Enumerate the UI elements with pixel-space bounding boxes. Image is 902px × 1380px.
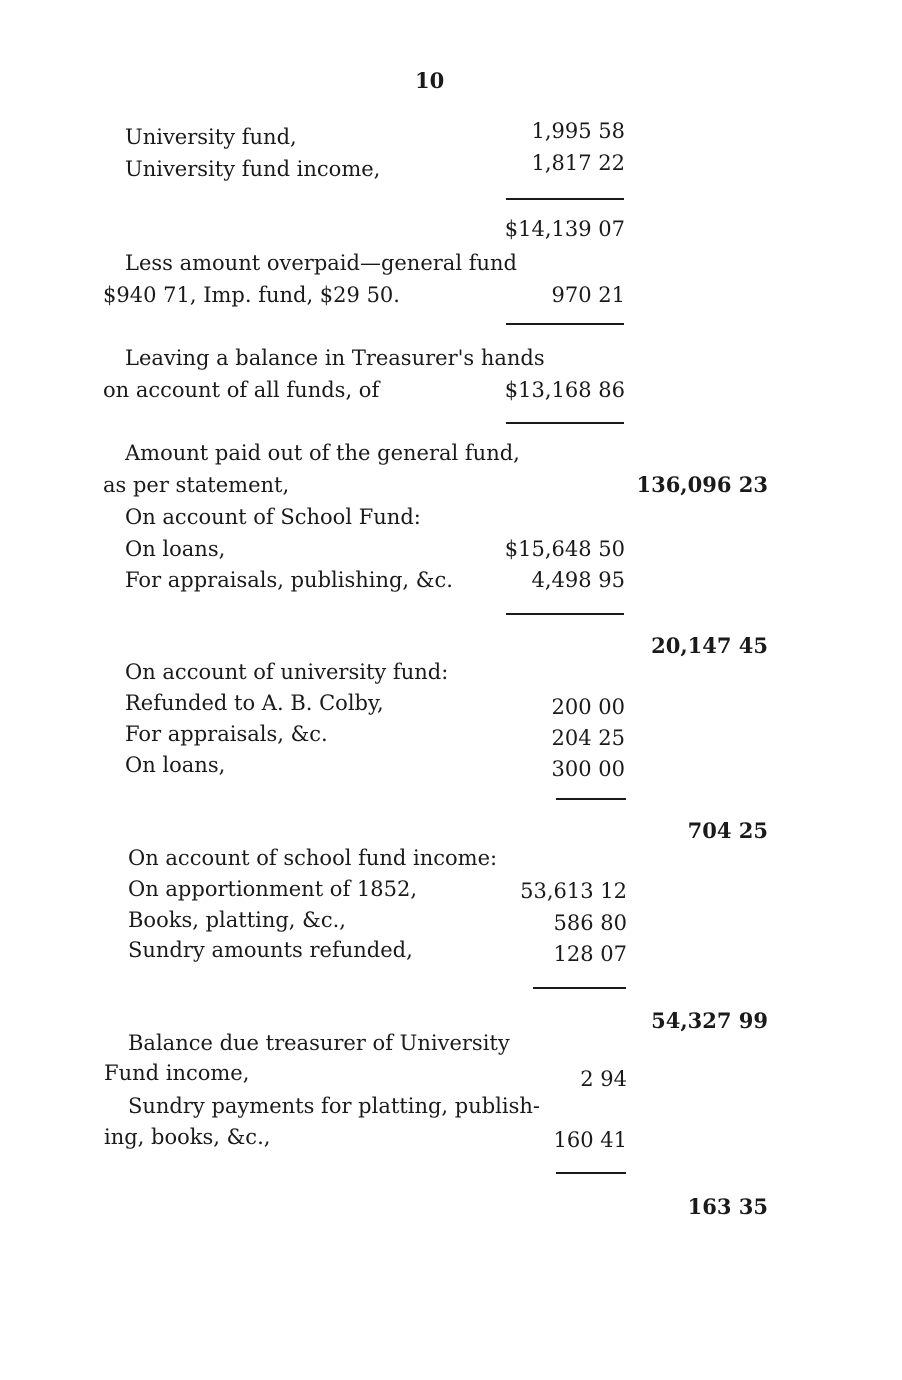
amount-appraisals-publishing: 4,498 95 (531, 568, 625, 592)
amount-school-income-total: 54,327 99 (651, 1008, 768, 1033)
line-leaving-2: on account of all funds, of (103, 378, 380, 402)
line-balance-due-2: Fund income, (104, 1061, 250, 1085)
line-sundry-payments-2: ing, books, &c., (104, 1125, 271, 1149)
line-apportionment: On apportionment of 1852, (128, 877, 418, 901)
line-sundry-payments-1: Sundry payments for platting, publish- (128, 1094, 541, 1118)
line-appraisals-publishing: For appraisals, publishing, &c. (125, 568, 453, 592)
line-balance-due-1: Balance due treasurer of University (128, 1031, 510, 1055)
amount-appraisals: 204 25 (551, 726, 625, 750)
amount-refunded-colby: 200 00 (551, 695, 625, 719)
line-school-fund-head: On account of School Fund: (125, 505, 421, 529)
amount-subtotal-1: $14,139 07 (504, 217, 625, 241)
rule-school-income (533, 987, 626, 989)
amount-balance-due: 2 94 (580, 1067, 627, 1091)
rule-leaving-balance (506, 422, 624, 424)
rule-final (556, 1172, 626, 1174)
amount-on-loans-2: 300 00 (551, 757, 625, 781)
rule-less-overpaid (506, 323, 624, 325)
line-books-platting: Books, platting, &c., (128, 908, 346, 932)
amount-on-loans-1: $15,648 50 (504, 537, 625, 561)
rule-subtotal-1 (506, 198, 624, 200)
rule-school-fund (506, 613, 624, 615)
page-number: 10 (415, 68, 445, 93)
amount-paid-general: 136,096 23 (636, 472, 768, 497)
line-refunded-colby: Refunded to A. B. Colby, (125, 691, 384, 715)
amount-leaving-balance: $13,168 86 (504, 378, 625, 402)
amount-less-overpaid: 970 21 (551, 283, 625, 307)
line-leaving-1: Leaving a balance in Treasurer's hands (125, 346, 545, 370)
line-less-overpaid-1: Less amount overpaid—general fund (125, 251, 517, 275)
line-university-fund-income: University fund income, (125, 157, 381, 181)
line-on-loans-2: On loans, (125, 753, 226, 777)
line-paid-general-1: Amount paid out of the general fund, (125, 441, 520, 465)
line-university-fund-head: On account of university fund: (125, 660, 449, 684)
amount-university-fund-income: 1,817 22 (531, 151, 625, 175)
line-school-income-head: On account of school fund income: (128, 846, 498, 870)
amount-sundry-refunded: 128 07 (553, 942, 627, 966)
amount-sundry-payments: 160 41 (553, 1128, 627, 1152)
line-university-fund: University fund, (125, 125, 297, 149)
line-paid-general-2: as per statement, (103, 473, 290, 497)
amount-school-fund-total: 20,147 45 (651, 633, 768, 658)
line-appraisals: For appraisals, &c. (125, 722, 328, 746)
amount-final-total: 163 35 (687, 1194, 768, 1219)
amount-books-platting: 586 80 (553, 911, 627, 935)
line-sundry-refunded: Sundry amounts refunded, (128, 938, 413, 962)
amount-university-fund-total: 704 25 (687, 818, 768, 843)
line-less-overpaid-2: $940 71, Imp. fund, $29 50. (103, 283, 400, 307)
amount-apportionment: 53,613 12 (520, 879, 627, 903)
rule-university-fund (556, 798, 626, 800)
line-on-loans-1: On loans, (125, 537, 226, 561)
amount-university-fund: 1,995 58 (531, 119, 625, 143)
